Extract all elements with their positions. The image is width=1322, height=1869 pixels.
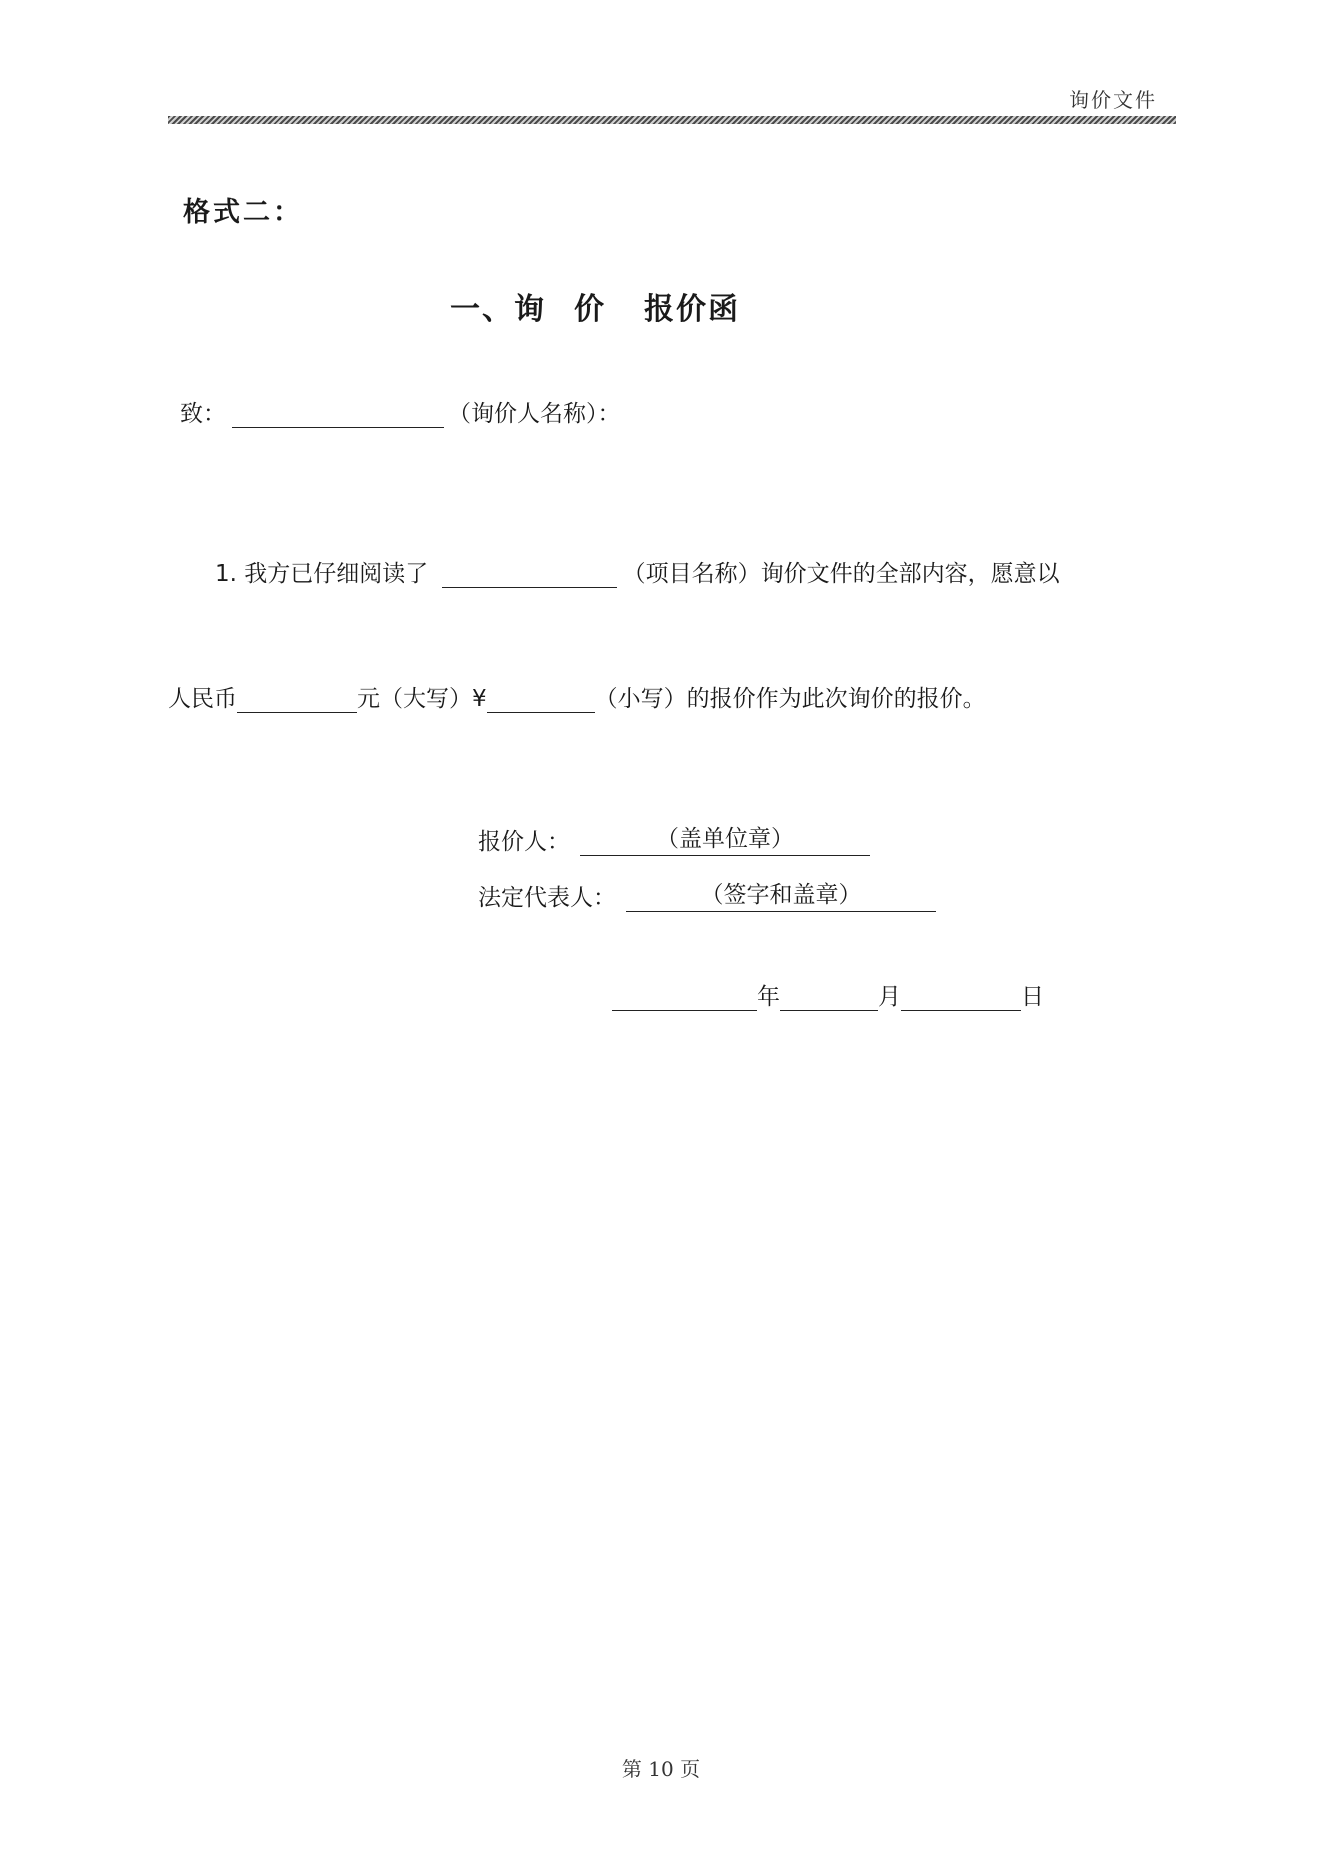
amount-uppercase-blank[interactable] bbox=[237, 688, 357, 713]
document-title bbox=[450, 284, 740, 328]
amount-lowercase-blank[interactable] bbox=[487, 688, 595, 713]
paragraph-2-middle: 元（大写）¥ bbox=[357, 686, 487, 712]
addressee-prefix: 致： bbox=[180, 401, 226, 427]
paragraph-2 bbox=[168, 680, 986, 713]
date-row bbox=[612, 978, 1044, 1011]
paragraph-2-after: （小写）的报价作为此次询价的报价。 bbox=[594, 686, 986, 712]
addressee-suffix: （询价人名称）： bbox=[448, 401, 621, 427]
title-prefix: 一、 bbox=[450, 292, 514, 327]
quoter-hint: （盖单位章） bbox=[656, 826, 794, 852]
paragraph-2-before: 人民币 bbox=[168, 686, 237, 712]
page-number: 第 10 页 bbox=[621, 1757, 701, 1781]
legal-rep-hint: （签字和盖章） bbox=[700, 882, 862, 908]
day-blank[interactable] bbox=[901, 986, 1021, 1011]
legal-rep-label: 法定代表人： bbox=[478, 885, 616, 911]
year-blank[interactable] bbox=[612, 986, 757, 1011]
header-title: 询价文件 bbox=[1069, 88, 1157, 112]
legal-rep-signature-row bbox=[478, 876, 936, 912]
quoter-label: 报价人： bbox=[478, 829, 570, 855]
title-rest: 报价函 bbox=[644, 292, 740, 327]
month-label: 月 bbox=[878, 984, 901, 1010]
day-label: 日 bbox=[1021, 984, 1044, 1010]
paragraph-1-after: （项目名称）询价文件的全部内容，愿意以 bbox=[622, 561, 1060, 587]
format-label: 格式二： bbox=[183, 197, 303, 228]
addressee-line bbox=[180, 395, 621, 428]
title-char-1: 询 bbox=[514, 292, 546, 327]
quoter-signature-row bbox=[478, 820, 870, 856]
title-char-2: 价 bbox=[574, 292, 606, 327]
month-blank[interactable] bbox=[780, 986, 878, 1011]
paragraph-1-before: 我方已仔细阅读了 bbox=[244, 561, 429, 587]
paragraph-1-number: 1. bbox=[215, 561, 237, 587]
paragraph-1 bbox=[215, 555, 1060, 588]
year-label: 年 bbox=[757, 984, 780, 1010]
quoter-seal-field[interactable] bbox=[580, 820, 870, 856]
legal-rep-sign-field[interactable] bbox=[626, 876, 936, 912]
addressee-blank[interactable] bbox=[232, 403, 444, 428]
header-divider bbox=[168, 116, 1176, 124]
project-name-blank[interactable] bbox=[442, 563, 617, 588]
